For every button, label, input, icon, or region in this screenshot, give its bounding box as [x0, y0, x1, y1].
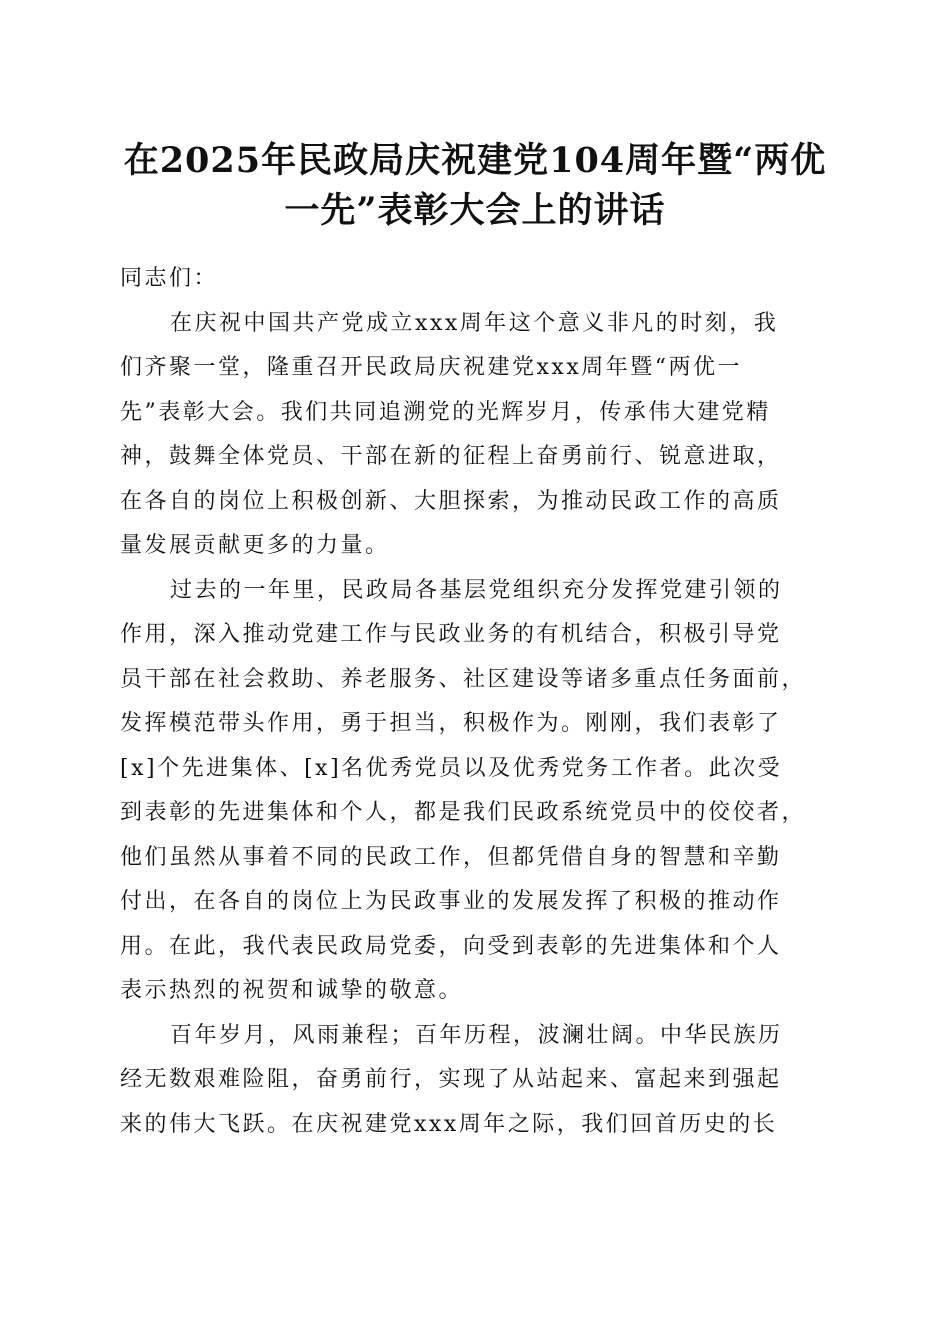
- paragraph-line: 员干部在社会救助、养老服务、社区建设等诸多重点任务面前，: [120, 666, 807, 692]
- paragraph-1: [120, 302, 832, 569]
- paragraph-line: 先”表彰大会。我们共同追溯党的光辉岁月，传承伟大建党精: [120, 399, 771, 425]
- paragraph-line: 量发展贡献更多的力量。: [120, 533, 390, 558]
- title-line-2: 一先”表彰大会上的讲话: [284, 190, 666, 231]
- paragraph-line: 发挥模范带头作用，勇于担当，积极作为。刚刚，我们表彰了: [120, 711, 782, 736]
- paragraph-line: 来的伟大飞跃。在庆祝建党xxx周年之际，我们回首历史的长: [120, 1111, 778, 1137]
- paragraph-line: 他们虽然从事着不同的民政工作，但都凭借自身的智慧和辛勤: [120, 844, 782, 870]
- document-body: [120, 257, 832, 1147]
- paragraph-line: 到表彰的先进集体和个人，都是我们民政系统党员中的佼佼者，: [120, 800, 807, 825]
- paragraph-line: 表示热烈的祝贺和诚挚的敬意。: [120, 978, 464, 1003]
- document-title: [110, 136, 840, 236]
- paragraph-line: [x]个先进集体、[x]名优秀党员以及优秀党务工作者。此次受: [120, 755, 783, 781]
- paragraph-3: [120, 1014, 832, 1148]
- paragraph-line: 神，鼓舞全体党员、干部在新的征程上奋勇前行、锐意进取，: [120, 444, 782, 469]
- paragraph-line: 在庆祝中国共产党成立xxx周年这个意义非凡的时刻，我: [170, 310, 779, 336]
- paragraph-line: 过去的一年里，民政局各基层党组织充分发挥党建引领的: [170, 577, 783, 603]
- paragraph-line: 百年岁月，风雨兼程；百年历程，波澜壮阔。中华民族历: [170, 1022, 783, 1048]
- paragraph-line: 们齐聚一堂，隆重召开民政局庆祝建党xxx周年暨“两优一: [120, 355, 742, 380]
- paragraph-line: 作用，深入推动党建工作与民政业务的有机结合，积极引导党: [120, 622, 782, 647]
- salutation: 同志们：: [120, 266, 219, 291]
- paragraph-line: 用。在此，我代表民政局党委，向受到表彰的先进集体和个人: [120, 933, 782, 959]
- paragraph-line: 在各自的岗位上积极创新、大胆探索，为推动民政工作的高质: [120, 488, 782, 514]
- paragraph-2: [120, 569, 832, 1014]
- paragraph-line: 经无数艰难险阻，奋勇前行，实现了从站起来、富起来到强起: [120, 1067, 782, 1092]
- paragraph-line: 付出，在各自的岗位上为民政事业的发展发挥了积极的推动作: [120, 889, 782, 914]
- title-line-1: 在2025年民政局庆祝建党104周年暨“两优: [123, 140, 827, 181]
